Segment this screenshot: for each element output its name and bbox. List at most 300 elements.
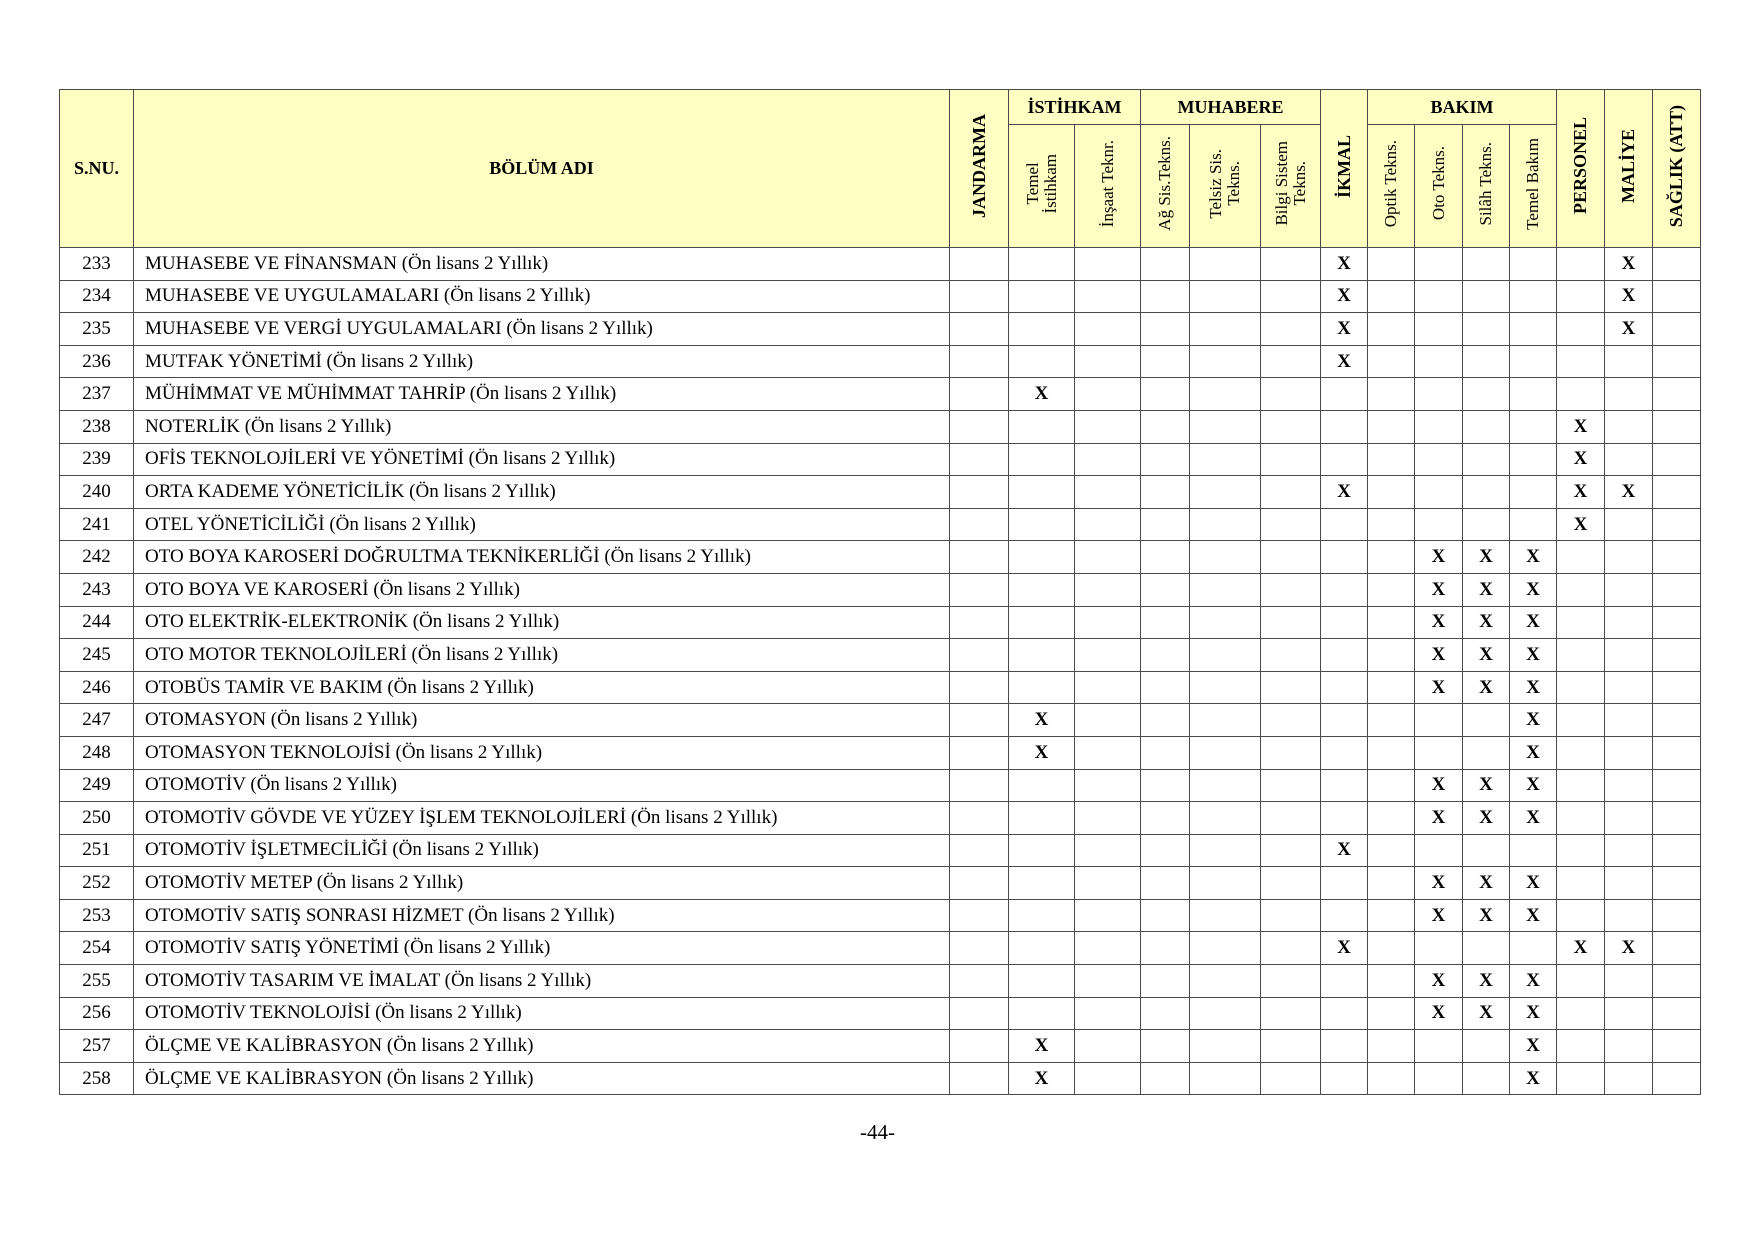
- cell-bakim-optik: [1368, 867, 1415, 900]
- cell-bakim-oto: [1415, 704, 1463, 737]
- cell-muhabere-ag: [1141, 606, 1190, 639]
- cell-bakim-silah: [1463, 476, 1510, 509]
- cell-jandarma: [950, 345, 1009, 378]
- table-row: [60, 867, 1701, 900]
- cell-istihkam-temel: [1009, 313, 1075, 346]
- cell-bakim-oto: [1415, 834, 1463, 867]
- cell-maliye: [1605, 704, 1653, 737]
- cell-personel: X: [1557, 443, 1605, 476]
- cell-istihkam-insaat: [1075, 704, 1141, 737]
- cell-maliye: X: [1605, 313, 1653, 346]
- cell-istihkam-insaat: [1075, 932, 1141, 965]
- cell-saglik: [1653, 997, 1701, 1030]
- cell-muhabere-telsiz: [1190, 704, 1261, 737]
- cell-bakim-oto: X: [1415, 573, 1463, 606]
- cell-personel: [1557, 378, 1605, 411]
- cell-ikmal: [1321, 867, 1368, 900]
- header-maliye: MALİYE: [1605, 90, 1653, 248]
- row-department-name: OTOMOTİV İŞLETMECİLİĞİ (Ön lisans 2 Yıllık): [134, 834, 950, 867]
- cell-muhabere-telsiz: [1190, 476, 1261, 509]
- cell-istihkam-temel: X: [1009, 736, 1075, 769]
- table-row: [60, 573, 1701, 606]
- cell-bakim-optik: [1368, 248, 1415, 281]
- cell-bakim-silah: [1463, 280, 1510, 313]
- cell-ikmal: [1321, 606, 1368, 639]
- cell-istihkam-insaat: [1075, 736, 1141, 769]
- cell-bakim-temel: X: [1510, 573, 1557, 606]
- table-row: [60, 704, 1701, 737]
- row-number: 233: [60, 248, 134, 281]
- cell-muhabere-bilgi: [1261, 541, 1321, 574]
- cell-bakim-optik: [1368, 639, 1415, 672]
- cell-maliye: [1605, 639, 1653, 672]
- cell-ikmal: X: [1321, 932, 1368, 965]
- row-number: 257: [60, 1030, 134, 1063]
- cell-bakim-optik: [1368, 834, 1415, 867]
- cell-jandarma: [950, 899, 1009, 932]
- cell-saglik: [1653, 410, 1701, 443]
- table-row: [60, 410, 1701, 443]
- cell-istihkam-insaat: [1075, 899, 1141, 932]
- cell-muhabere-telsiz: [1190, 541, 1261, 574]
- row-number: 247: [60, 704, 134, 737]
- cell-bakim-oto: X: [1415, 867, 1463, 900]
- cell-muhabere-ag: [1141, 736, 1190, 769]
- cell-jandarma: [950, 248, 1009, 281]
- row-number: 255: [60, 965, 134, 998]
- cell-muhabere-bilgi: [1261, 965, 1321, 998]
- cell-jandarma: [950, 280, 1009, 313]
- cell-personel: [1557, 965, 1605, 998]
- cell-bakim-temel: [1510, 932, 1557, 965]
- cell-muhabere-ag: [1141, 573, 1190, 606]
- cell-maliye: [1605, 802, 1653, 835]
- cell-muhabere-ag: [1141, 443, 1190, 476]
- cell-jandarma: [950, 671, 1009, 704]
- row-department-name: OTOMOTİV TEKNOLOJİSİ (Ön lisans 2 Yıllık): [134, 997, 950, 1030]
- cell-bakim-oto: X: [1415, 606, 1463, 639]
- cell-muhabere-ag: [1141, 378, 1190, 411]
- row-number: 249: [60, 769, 134, 802]
- cell-jandarma: [950, 769, 1009, 802]
- table-row: [60, 639, 1701, 672]
- cell-jandarma: [950, 1062, 1009, 1095]
- cell-maliye: [1605, 410, 1653, 443]
- row-department-name: ÖLÇME VE KALİBRASYON (Ön lisans 2 Yıllık): [134, 1030, 950, 1063]
- header-muhabere-ag: Ağ Sis.Tekns.: [1141, 125, 1190, 248]
- cell-muhabere-bilgi: [1261, 834, 1321, 867]
- cell-saglik: [1653, 280, 1701, 313]
- cell-bakim-temel: [1510, 476, 1557, 509]
- cell-bakim-temel: X: [1510, 867, 1557, 900]
- cell-bakim-silah: [1463, 345, 1510, 378]
- cell-saglik: [1653, 345, 1701, 378]
- cell-muhabere-ag: [1141, 899, 1190, 932]
- cell-personel: [1557, 1062, 1605, 1095]
- cell-maliye: X: [1605, 932, 1653, 965]
- cell-saglik: [1653, 476, 1701, 509]
- cell-jandarma: [950, 1030, 1009, 1063]
- cell-bakim-optik: [1368, 313, 1415, 346]
- cell-bakim-temel: X: [1510, 802, 1557, 835]
- cell-bakim-oto: [1415, 410, 1463, 443]
- cell-istihkam-temel: [1009, 769, 1075, 802]
- cell-muhabere-telsiz: [1190, 378, 1261, 411]
- cell-bakim-silah: [1463, 410, 1510, 443]
- cell-istihkam-insaat: [1075, 476, 1141, 509]
- table-row: [60, 1030, 1701, 1063]
- row-department-name: MUHASEBE VE UYGULAMALARI (Ön lisans 2 Yıllık): [134, 280, 950, 313]
- cell-bakim-optik: [1368, 476, 1415, 509]
- cell-jandarma: [950, 736, 1009, 769]
- cell-bakim-temel: X: [1510, 704, 1557, 737]
- cell-maliye: [1605, 443, 1653, 476]
- row-department-name: OTO MOTOR TEKNOLOJİLERİ (Ön lisans 2 Yıllık): [134, 639, 950, 672]
- cell-jandarma: [950, 541, 1009, 574]
- cell-bakim-silah: X: [1463, 573, 1510, 606]
- table-row: [60, 280, 1701, 313]
- cell-bakim-oto: [1415, 1030, 1463, 1063]
- cell-muhabere-ag: [1141, 802, 1190, 835]
- cell-maliye: [1605, 997, 1653, 1030]
- table-row: [60, 932, 1701, 965]
- cell-bakim-silah: [1463, 378, 1510, 411]
- cell-personel: [1557, 639, 1605, 672]
- cell-bakim-oto: [1415, 248, 1463, 281]
- cell-jandarma: [950, 476, 1009, 509]
- cell-bakim-silah: X: [1463, 606, 1510, 639]
- cell-istihkam-temel: [1009, 248, 1075, 281]
- cell-muhabere-bilgi: [1261, 899, 1321, 932]
- cell-personel: X: [1557, 476, 1605, 509]
- cell-ikmal: [1321, 736, 1368, 769]
- cell-saglik: [1653, 1030, 1701, 1063]
- cell-istihkam-insaat: [1075, 802, 1141, 835]
- cell-bakim-oto: [1415, 1062, 1463, 1095]
- cell-bakim-temel: [1510, 345, 1557, 378]
- cell-istihkam-temel: [1009, 573, 1075, 606]
- row-number: 244: [60, 606, 134, 639]
- cell-muhabere-ag: [1141, 508, 1190, 541]
- cell-istihkam-insaat: [1075, 573, 1141, 606]
- cell-bakim-temel: [1510, 508, 1557, 541]
- cell-ikmal: [1321, 802, 1368, 835]
- header-bolum-adi: BÖLÜM ADI: [134, 90, 950, 248]
- cell-saglik: [1653, 769, 1701, 802]
- cell-maliye: [1605, 867, 1653, 900]
- cell-muhabere-telsiz: [1190, 834, 1261, 867]
- cell-bakim-optik: [1368, 541, 1415, 574]
- cell-saglik: [1653, 965, 1701, 998]
- row-number: 237: [60, 378, 134, 411]
- cell-bakim-silah: X: [1463, 769, 1510, 802]
- cell-bakim-optik: [1368, 965, 1415, 998]
- cell-istihkam-temel: [1009, 834, 1075, 867]
- cell-bakim-temel: X: [1510, 769, 1557, 802]
- cell-maliye: X: [1605, 280, 1653, 313]
- table-row: [60, 541, 1701, 574]
- cell-muhabere-bilgi: [1261, 769, 1321, 802]
- table-body: [60, 248, 1701, 1095]
- cell-personel: [1557, 704, 1605, 737]
- cell-bakim-oto: [1415, 476, 1463, 509]
- header-muhabere-telsiz: Telsiz Sis. Tekns.: [1190, 125, 1261, 248]
- cell-muhabere-bilgi: [1261, 345, 1321, 378]
- cell-bakim-optik: [1368, 997, 1415, 1030]
- row-number: 252: [60, 867, 134, 900]
- cell-jandarma: [950, 802, 1009, 835]
- cell-istihkam-temel: [1009, 802, 1075, 835]
- cell-bakim-optik: [1368, 508, 1415, 541]
- cell-ikmal: [1321, 639, 1368, 672]
- cell-maliye: [1605, 671, 1653, 704]
- cell-jandarma: [950, 867, 1009, 900]
- cell-ikmal: [1321, 769, 1368, 802]
- row-number: 250: [60, 802, 134, 835]
- row-number: 256: [60, 997, 134, 1030]
- cell-bakim-optik: [1368, 410, 1415, 443]
- cell-muhabere-telsiz: [1190, 443, 1261, 476]
- cell-muhabere-bilgi: [1261, 573, 1321, 606]
- cell-saglik: [1653, 313, 1701, 346]
- cell-bakim-silah: [1463, 1062, 1510, 1095]
- table-row: [60, 313, 1701, 346]
- cell-ikmal: [1321, 997, 1368, 1030]
- cell-maliye: [1605, 541, 1653, 574]
- row-number: 238: [60, 410, 134, 443]
- cell-muhabere-ag: [1141, 1062, 1190, 1095]
- cell-bakim-optik: [1368, 704, 1415, 737]
- cell-maliye: X: [1605, 476, 1653, 509]
- cell-muhabere-ag: [1141, 997, 1190, 1030]
- header-istihkam-insaat: İnşaat Teknr.: [1075, 125, 1141, 248]
- cell-personel: [1557, 671, 1605, 704]
- cell-muhabere-ag: [1141, 769, 1190, 802]
- cell-bakim-optik: [1368, 736, 1415, 769]
- cell-personel: [1557, 248, 1605, 281]
- cell-bakim-temel: X: [1510, 1062, 1557, 1095]
- row-department-name: ORTA KADEME YÖNETİCİLİK (Ön lisans 2 Yıllık): [134, 476, 950, 509]
- cell-istihkam-insaat: [1075, 378, 1141, 411]
- cell-muhabere-bilgi: [1261, 802, 1321, 835]
- header-bakim-oto: Oto Tekns.: [1415, 125, 1463, 248]
- cell-jandarma: [950, 313, 1009, 346]
- cell-saglik: [1653, 378, 1701, 411]
- row-number: 251: [60, 834, 134, 867]
- row-department-name: OTOMASYON (Ön lisans 2 Yıllık): [134, 704, 950, 737]
- cell-bakim-temel: [1510, 443, 1557, 476]
- table-row: [60, 769, 1701, 802]
- cell-istihkam-insaat: [1075, 997, 1141, 1030]
- row-department-name: MUHASEBE VE VERGİ UYGULAMALARI (Ön lisans 2 Yıllık): [134, 313, 950, 346]
- row-number: 239: [60, 443, 134, 476]
- table-row: [60, 378, 1701, 411]
- cell-jandarma: [950, 410, 1009, 443]
- row-department-name: OTO BOYA KAROSERİ DOĞRULTMA TEKNİKERLİĞİ (Ön lisans 2 Yıllık): [134, 541, 950, 574]
- cell-saglik: [1653, 508, 1701, 541]
- department-table: [59, 89, 1701, 1095]
- cell-muhabere-bilgi: [1261, 313, 1321, 346]
- cell-muhabere-bilgi: [1261, 704, 1321, 737]
- cell-bakim-oto: X: [1415, 541, 1463, 574]
- cell-istihkam-insaat: [1075, 345, 1141, 378]
- cell-bakim-optik: [1368, 769, 1415, 802]
- cell-muhabere-bilgi: [1261, 1062, 1321, 1095]
- cell-muhabere-telsiz: [1190, 671, 1261, 704]
- cell-muhabere-ag: [1141, 1030, 1190, 1063]
- cell-saglik: [1653, 248, 1701, 281]
- cell-bakim-oto: X: [1415, 802, 1463, 835]
- cell-saglik: [1653, 834, 1701, 867]
- row-department-name: OTOMOTİV SATIŞ YÖNETİMİ (Ön lisans 2 Yıllık): [134, 932, 950, 965]
- cell-muhabere-telsiz: [1190, 573, 1261, 606]
- row-department-name: OTO ELEKTRİK-ELEKTRONİK (Ön lisans 2 Yıllık): [134, 606, 950, 639]
- cell-jandarma: [950, 704, 1009, 737]
- table-row: [60, 606, 1701, 639]
- cell-maliye: [1605, 769, 1653, 802]
- row-department-name: OTO BOYA VE KAROSERİ (Ön lisans 2 Yıllık): [134, 573, 950, 606]
- cell-bakim-temel: X: [1510, 671, 1557, 704]
- cell-bakim-oto: X: [1415, 965, 1463, 998]
- cell-ikmal: [1321, 1062, 1368, 1095]
- header-bakim-temel: Temel Bakım: [1510, 125, 1557, 248]
- cell-muhabere-bilgi: [1261, 410, 1321, 443]
- cell-bakim-silah: X: [1463, 899, 1510, 932]
- header-personel: PERSONEL: [1557, 90, 1605, 248]
- cell-muhabere-ag: [1141, 704, 1190, 737]
- cell-muhabere-telsiz: [1190, 639, 1261, 672]
- row-department-name: OTOBÜS TAMİR VE BAKIM (Ön lisans 2 Yıllık): [134, 671, 950, 704]
- cell-istihkam-temel: [1009, 899, 1075, 932]
- cell-muhabere-bilgi: [1261, 508, 1321, 541]
- table-row: [60, 802, 1701, 835]
- cell-jandarma: [950, 965, 1009, 998]
- cell-istihkam-temel: [1009, 443, 1075, 476]
- cell-jandarma: [950, 932, 1009, 965]
- cell-personel: X: [1557, 932, 1605, 965]
- cell-istihkam-temel: [1009, 280, 1075, 313]
- cell-muhabere-ag: [1141, 280, 1190, 313]
- cell-personel: [1557, 736, 1605, 769]
- cell-bakim-temel: [1510, 410, 1557, 443]
- table-row: [60, 476, 1701, 509]
- cell-bakim-oto: X: [1415, 639, 1463, 672]
- cell-personel: [1557, 606, 1605, 639]
- cell-muhabere-bilgi: [1261, 671, 1321, 704]
- cell-jandarma: [950, 378, 1009, 411]
- cell-ikmal: [1321, 378, 1368, 411]
- row-number: 245: [60, 639, 134, 672]
- cell-maliye: [1605, 606, 1653, 639]
- cell-muhabere-telsiz: [1190, 345, 1261, 378]
- row-department-name: ÖLÇME VE KALİBRASYON (Ön lisans 2 Yıllık): [134, 1062, 950, 1095]
- cell-istihkam-temel: [1009, 671, 1075, 704]
- row-department-name: MÜHİMMAT VE MÜHİMMAT TAHRİP (Ön lisans 2 Yıllık): [134, 378, 950, 411]
- cell-ikmal: X: [1321, 313, 1368, 346]
- cell-bakim-silah: [1463, 443, 1510, 476]
- cell-personel: [1557, 802, 1605, 835]
- cell-bakim-temel: X: [1510, 965, 1557, 998]
- cell-muhabere-bilgi: [1261, 867, 1321, 900]
- cell-muhabere-bilgi: [1261, 997, 1321, 1030]
- cell-muhabere-telsiz: [1190, 313, 1261, 346]
- cell-bakim-optik: [1368, 1062, 1415, 1095]
- cell-bakim-temel: [1510, 834, 1557, 867]
- cell-istihkam-temel: [1009, 541, 1075, 574]
- cell-muhabere-bilgi: [1261, 639, 1321, 672]
- cell-personel: X: [1557, 410, 1605, 443]
- cell-ikmal: [1321, 410, 1368, 443]
- cell-muhabere-ag: [1141, 345, 1190, 378]
- cell-saglik: [1653, 671, 1701, 704]
- cell-jandarma: [950, 639, 1009, 672]
- header-muhabere: MUHABERE: [1141, 90, 1321, 125]
- cell-muhabere-ag: [1141, 965, 1190, 998]
- cell-bakim-silah: [1463, 313, 1510, 346]
- cell-istihkam-temel: [1009, 997, 1075, 1030]
- table-row: [60, 508, 1701, 541]
- cell-ikmal: [1321, 671, 1368, 704]
- cell-saglik: [1653, 802, 1701, 835]
- cell-maliye: [1605, 736, 1653, 769]
- cell-maliye: [1605, 1062, 1653, 1095]
- header-muhabere-bilgi: Bilgi Sistem Tekns.: [1261, 125, 1321, 248]
- cell-bakim-silah: [1463, 248, 1510, 281]
- row-department-name: OTOMASYON TEKNOLOJİSİ (Ön lisans 2 Yıllık): [134, 736, 950, 769]
- cell-maliye: [1605, 573, 1653, 606]
- row-number: 248: [60, 736, 134, 769]
- cell-istihkam-insaat: [1075, 834, 1141, 867]
- row-department-name: MUTFAK YÖNETİMİ (Ön lisans 2 Yıllık): [134, 345, 950, 378]
- cell-bakim-silah: X: [1463, 639, 1510, 672]
- cell-jandarma: [950, 573, 1009, 606]
- cell-muhabere-telsiz: [1190, 606, 1261, 639]
- table-row: [60, 443, 1701, 476]
- cell-istihkam-temel: [1009, 932, 1075, 965]
- cell-istihkam-insaat: [1075, 1030, 1141, 1063]
- cell-maliye: X: [1605, 248, 1653, 281]
- cell-muhabere-ag: [1141, 541, 1190, 574]
- cell-bakim-silah: [1463, 834, 1510, 867]
- cell-personel: X: [1557, 508, 1605, 541]
- cell-muhabere-telsiz: [1190, 932, 1261, 965]
- cell-maliye: [1605, 508, 1653, 541]
- cell-istihkam-insaat: [1075, 965, 1141, 998]
- cell-muhabere-ag: [1141, 313, 1190, 346]
- cell-saglik: [1653, 932, 1701, 965]
- row-number: 254: [60, 932, 134, 965]
- cell-bakim-oto: [1415, 345, 1463, 378]
- cell-personel: [1557, 997, 1605, 1030]
- cell-maliye: [1605, 899, 1653, 932]
- cell-bakim-optik: [1368, 280, 1415, 313]
- cell-saglik: [1653, 736, 1701, 769]
- cell-bakim-silah: [1463, 508, 1510, 541]
- cell-bakim-silah: X: [1463, 867, 1510, 900]
- cell-personel: [1557, 313, 1605, 346]
- cell-istihkam-temel: [1009, 965, 1075, 998]
- row-number: 243: [60, 573, 134, 606]
- cell-bakim-silah: X: [1463, 671, 1510, 704]
- row-number: 241: [60, 508, 134, 541]
- cell-istihkam-insaat: [1075, 443, 1141, 476]
- cell-muhabere-telsiz: [1190, 1062, 1261, 1095]
- cell-istihkam-temel: X: [1009, 1062, 1075, 1095]
- cell-bakim-oto: X: [1415, 997, 1463, 1030]
- cell-ikmal: X: [1321, 345, 1368, 378]
- cell-bakim-temel: [1510, 378, 1557, 411]
- cell-bakim-silah: X: [1463, 802, 1510, 835]
